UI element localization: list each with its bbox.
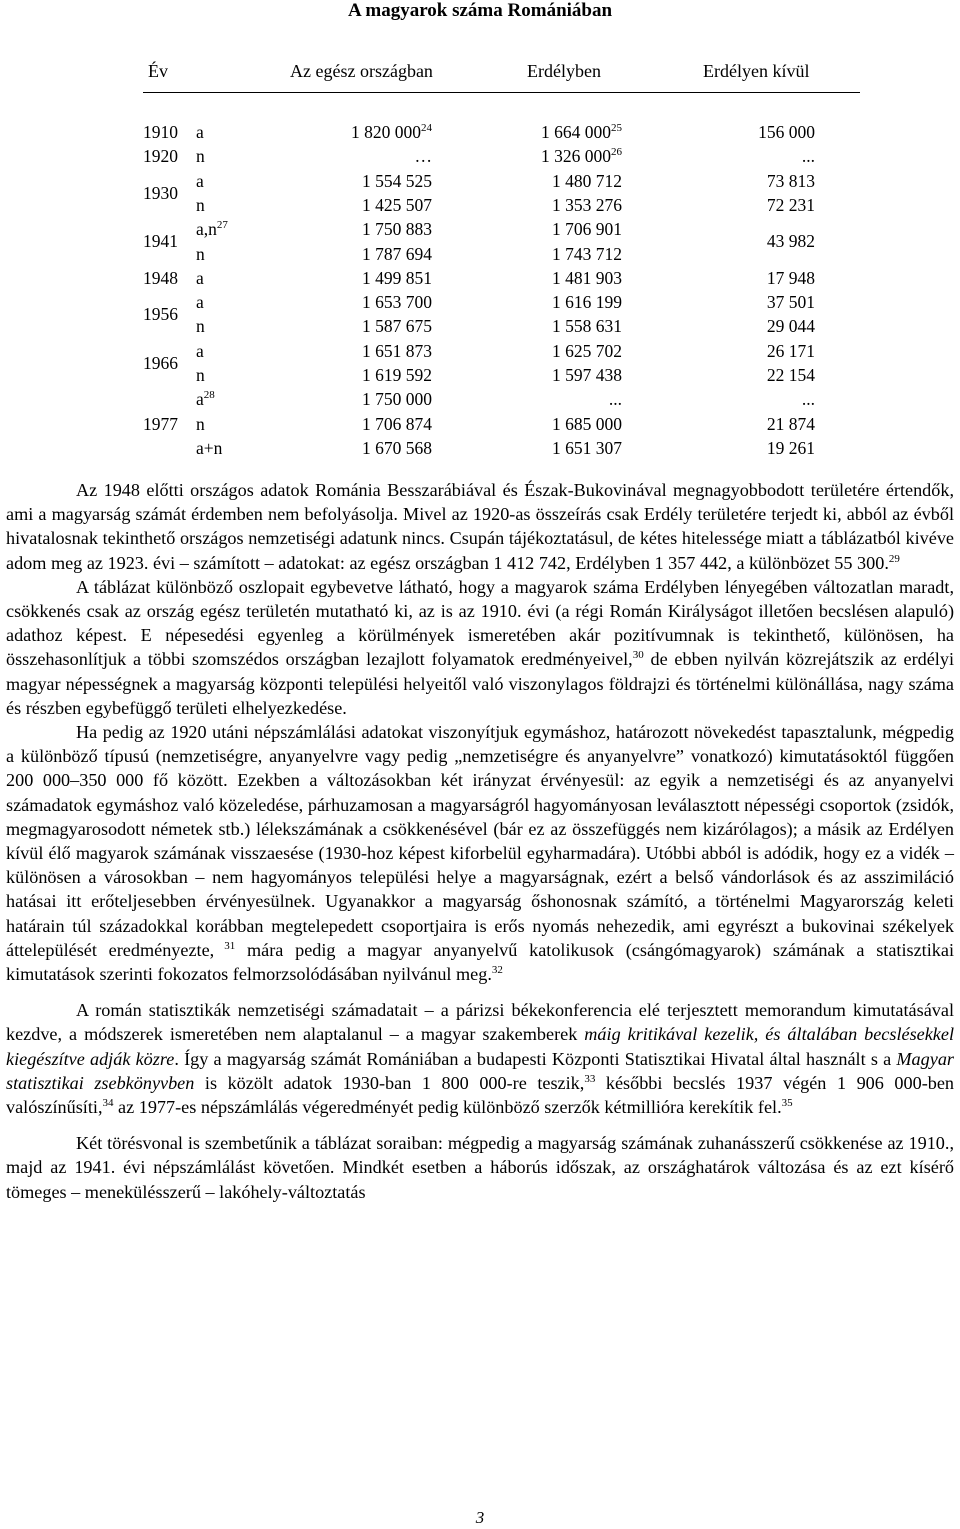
row-outside-value bbox=[767, 438, 815, 458]
row-country-value-text: 1 653 700 bbox=[362, 292, 432, 313]
row-outside-value-text: 72 231 bbox=[766, 194, 815, 215]
row-transylvania-value-footnote-ref: 25 bbox=[611, 122, 622, 135]
row-type-text: a bbox=[196, 170, 204, 191]
row-year bbox=[143, 146, 178, 166]
row-outside-value bbox=[767, 195, 815, 215]
italic-text: máig kritikával kezelik, és általában becslésekkel kiegészítve adják közre bbox=[6, 1024, 954, 1069]
row-type-text: a bbox=[196, 267, 204, 288]
row-country-value bbox=[362, 244, 432, 264]
row-type bbox=[196, 365, 205, 385]
row-transylvania-value bbox=[552, 268, 622, 288]
row-transylvania-value bbox=[552, 316, 622, 336]
row-country-value-text: 1 619 592 bbox=[362, 365, 432, 385]
row-transylvania-value-text: ... bbox=[608, 389, 622, 410]
text-run: A táblázat különböző oszlopait egybevetve látható, hogy a magyarok száma Erdélyben lényegében változatlan maradt, csökkenés csak az ország egész területén mutatható ki, az is az 1910. évi (a régi Román Királyságot illetően becslésen alapuló) adathoz képest. E népesedési egyenleg a körülmények ismeretében akár pozitívumnak is tekinthető, különösen, ha összehasonlítjuk a többi szomszédos országban lezajlott folyamatok eredményeivel, bbox=[6, 576, 954, 670]
row-country-value-text: 1 554 525 bbox=[362, 170, 432, 191]
row-transylvania-value bbox=[552, 219, 622, 239]
row-country-value bbox=[362, 316, 432, 336]
page-title: A magyarok száma Romániában bbox=[347, 0, 613, 21]
row-country-value-text: 1 651 873 bbox=[362, 340, 432, 361]
row-country-value-text: 1 750 000 bbox=[362, 389, 432, 410]
row-transylvania-value-text: 1 353 276 bbox=[552, 194, 622, 215]
row-outside-value-text: 26 171 bbox=[766, 340, 815, 361]
row-outside-value-text: 73 813 bbox=[766, 170, 815, 191]
row-transylvania-value-text: 1 685 000 bbox=[552, 413, 622, 434]
row-country-value-text: 1 750 883 bbox=[362, 219, 432, 240]
paragraph bbox=[6, 478, 954, 575]
row-type bbox=[196, 146, 205, 166]
row-outside-value bbox=[758, 122, 815, 142]
row-year-text: 1948 bbox=[143, 267, 178, 288]
paragraph bbox=[6, 720, 954, 986]
row-year-text: 1956 bbox=[143, 304, 178, 325]
text-run: mára pedig a magyar anyanyelvű katolikusok (csángómagyarok) számának a statisztikai kimutatások szerinti fokozatos felmorzsolódásában nyilvánul meg. bbox=[6, 939, 954, 985]
row-year bbox=[143, 183, 178, 203]
row-country-value bbox=[362, 268, 432, 288]
row-year bbox=[143, 122, 178, 142]
header-rule bbox=[143, 92, 860, 93]
row-outside-value-text: ... bbox=[801, 146, 815, 167]
row-transylvania-value bbox=[552, 171, 622, 191]
row-transylvania-value-text: 1 664 000 bbox=[541, 122, 611, 142]
row-outside-value-text: 21 874 bbox=[766, 413, 815, 434]
row-transylvania-value-text: 1 481 903 bbox=[552, 267, 622, 288]
footnote-ref: 31 bbox=[214, 939, 236, 952]
row-type-text: a bbox=[196, 340, 204, 361]
row-type-text: n bbox=[196, 146, 205, 167]
row-year bbox=[143, 304, 178, 324]
row-type bbox=[196, 341, 204, 361]
text-run: . Így a magyarság számát Romániában a budapesti Központi Statisztikai Hivatal által használt s a bbox=[174, 1048, 897, 1069]
row-type bbox=[196, 195, 205, 215]
paragraph bbox=[6, 575, 954, 720]
row-outside-value-text: 156 000 bbox=[758, 122, 815, 142]
row-type bbox=[196, 244, 205, 264]
text-run: Két törésvonal is szembetűnik a táblázat soraiban: mégpedig a magyarság számának zuhanásszerű csökkenése az 1910., majd az 1941. évi népszámlálást követően. Mindkét esetben a háborús időszak, az országhatárok változása és az ezt kísérő tömeges – menekülésszerű – lakóhely-változtatás bbox=[6, 1133, 954, 1202]
row-country-value bbox=[362, 438, 432, 458]
row-country-value-text: … bbox=[414, 146, 432, 167]
row-country-value-text: 1 425 507 bbox=[362, 194, 432, 215]
paragraph bbox=[6, 998, 954, 1119]
row-country-value bbox=[362, 414, 432, 434]
footnote-ref: 34 bbox=[102, 1097, 114, 1110]
row-outside-value bbox=[767, 414, 815, 434]
footnote-ref: 35 bbox=[781, 1097, 793, 1110]
row-country-value-text: 1 787 694 bbox=[362, 243, 432, 264]
row-type bbox=[196, 122, 204, 142]
row-outside-value-text: 29 044 bbox=[766, 316, 815, 337]
row-country-value bbox=[362, 389, 432, 409]
row-type bbox=[196, 316, 205, 336]
header-country: Az egész országban bbox=[290, 61, 433, 81]
row-country-value bbox=[362, 195, 432, 215]
row-year bbox=[143, 353, 178, 373]
row-country-value-text: 1 499 851 bbox=[362, 267, 432, 288]
row-outside-value-text: 19 261 bbox=[766, 437, 815, 458]
footnote-ref: 29 bbox=[888, 552, 900, 565]
row-transylvania-value-text: 1 558 631 bbox=[552, 316, 622, 337]
row-year-text: 1920 bbox=[143, 146, 178, 167]
row-transylvania-value bbox=[552, 438, 622, 458]
row-outside-value bbox=[802, 146, 815, 166]
row-type-text: n bbox=[196, 194, 205, 215]
paragraph bbox=[6, 1131, 954, 1204]
header-transylvania: Erdélyben bbox=[527, 61, 601, 81]
row-transylvania-value-text: 1 480 712 bbox=[552, 170, 622, 191]
row-type bbox=[196, 292, 204, 312]
row-type bbox=[196, 171, 204, 191]
text-run: későbbi becslés 1937 végén 1 906 000-ben valószínűsíti, bbox=[6, 1072, 955, 1118]
row-transylvania-value bbox=[552, 365, 622, 385]
row-outside-value bbox=[767, 268, 815, 288]
row-transylvania-value-text: 1 616 199 bbox=[552, 292, 622, 313]
row-country-value bbox=[362, 341, 432, 361]
row-outside-value bbox=[767, 341, 815, 361]
row-transylvania-value bbox=[552, 244, 622, 264]
row-transylvania-value-text: 1 597 438 bbox=[552, 365, 622, 385]
text-run: is közölt adatok 1930-ban 1 800 000-re teszik, bbox=[194, 1072, 585, 1093]
row-year-text: 1966 bbox=[143, 352, 178, 373]
row-year-text: 1930 bbox=[143, 182, 178, 203]
row-country-value bbox=[362, 365, 432, 385]
row-transylvania-value-text: 1 651 307 bbox=[552, 437, 622, 458]
row-country-value bbox=[362, 219, 432, 239]
row-type bbox=[196, 438, 222, 458]
text-run: az 1977-es népszámlálás végeredményét pedig különböző szerzők kétmillióra kerekítik fel. bbox=[113, 1097, 782, 1118]
page-number: 3 bbox=[475, 1508, 485, 1527]
row-outside-value bbox=[767, 171, 815, 191]
row-type-footnote-ref: 27 bbox=[216, 219, 228, 232]
row-country-value bbox=[351, 122, 432, 142]
row-year-text: 1910 bbox=[143, 122, 178, 142]
row-transylvania-value bbox=[609, 389, 622, 409]
header-year: Év bbox=[148, 61, 168, 81]
row-country-value-footnote-ref: 24 bbox=[421, 122, 432, 135]
row-type-text: n bbox=[196, 243, 205, 264]
row-year bbox=[143, 231, 178, 251]
row-transylvania-value bbox=[552, 341, 622, 361]
header-outside-transylvania: Erdélyen kívül bbox=[703, 61, 810, 81]
row-outside-value-text: 37 501 bbox=[766, 292, 815, 313]
row-type-text: a bbox=[196, 292, 204, 313]
row-type bbox=[196, 268, 204, 288]
row-outside-value bbox=[767, 231, 815, 251]
row-type-text: a bbox=[196, 389, 204, 410]
row-transylvania-value bbox=[552, 195, 622, 215]
row-transylvania-value bbox=[552, 414, 622, 434]
row-year bbox=[143, 268, 178, 288]
row-country-value bbox=[362, 171, 432, 191]
row-outside-value bbox=[802, 389, 815, 409]
row-outside-value-text: 22 154 bbox=[766, 365, 815, 385]
footnote-ref: 32 bbox=[491, 964, 503, 976]
row-transylvania-value bbox=[541, 122, 622, 142]
row-outside-value bbox=[767, 316, 815, 336]
row-type bbox=[196, 414, 205, 434]
row-transylvania-value bbox=[552, 292, 622, 312]
row-transylvania-value-footnote-ref: 26 bbox=[611, 146, 622, 159]
row-country-value-text: 1 706 874 bbox=[362, 413, 432, 434]
row-outside-value-text: ... bbox=[801, 389, 815, 410]
row-type bbox=[196, 389, 215, 409]
footnote-ref: 33 bbox=[584, 1072, 596, 1085]
row-country-value-text: 1 820 000 bbox=[351, 122, 421, 142]
row-type-text: n bbox=[196, 413, 205, 434]
footnote-ref: 30 bbox=[632, 649, 644, 662]
text-run: de ebben nyilván közrejátszik az erdélyi magyar népességnek a magyarság központi települési helyeitől való viszonylagos földrajzi és történelmi különállása, nagy száma és részben egybefüggő területi elhelyezkedése. bbox=[6, 649, 954, 718]
row-outside-value bbox=[767, 365, 815, 385]
row-transylvania-value-text: 1 706 901 bbox=[552, 219, 622, 240]
row-type-text: n bbox=[196, 316, 205, 337]
text-run: A román statisztikák nemzetiségi számadatait – a párizsi békekonferencia elé terjesztett memorandum kimutatásával kezdve, a módszerek ismeretében nem alaptalanul – a magyar szakemberek bbox=[6, 1000, 954, 1045]
text-run: Az 1948 előtti országos adatok Románia Besszarábiával és Észak-Bukovinával megnagyobbodott területére értendők, ami a magyarság számát érdemben nem befolyásolja. Mivel az 1920-as összeírás csak Erdély területére terjedt ki, abból az évből hivatalosnak tekinthető országos nemzetiségi adatunk nincs. Csupán tájékoztatásul, de kétes hitelessége miatt a táblázatból kivéve adom meg az 1923. évi – számított – adatokat: az egész országban 1 412 742, Erdélyben 1 357 442, a különbözet 55 300. bbox=[6, 480, 954, 573]
text-run: Ha pedig az 1920 utáni népszámlálási adatokat viszonyítjuk egymáshoz, határozott növekedést tapasztalunk, mégpedig a különböző típusú (nemzetiségre, anyanyelvre vagy pedig „nemzetiségre és anyanyelvre” vonatkozó) kimutatásoktól függően 200 000–350 000 fő között. Ezekben a változásokban két irányzat érvényesül: az egyik a nemzetiségi és az anyanyelvi számadatok egymáshoz való közeledése, párhuzamosan a magyarságról hagyományosan leválasztott népességi csoportok (zsidók, megmagyarosodott németek stb.) lélekszámának a csökkenésével (bár ez az összefüggés nem kizárólagos); a másik az Erdélyen kívül élő magyarok számának visszaesése (1930-hoz képest kiforbelül egyharmadára). Utóbbi abból is adódik, hogy ez a vidék – különösen a városokban – nem hagyományos települési helye a magyarságnak, ezért a belső vándorlások és az asszimiláció hatásai itt erőteljesebben érvényesülnek. Ugyanakkor a magyarság őshonosnak számító, a történelmi Magyarország keleti határain túl századokkal korábban megtelepedett csoportjaira is erős nyomás nehezedik, ami egyrészt a bukovinai székelyek áttelepülését eredményezte, bbox=[6, 722, 954, 960]
row-type-text: a,n bbox=[196, 219, 217, 240]
row-type bbox=[196, 219, 228, 239]
body-text bbox=[6, 478, 954, 1204]
row-year-text: 1977 bbox=[143, 413, 178, 434]
row-type-text: n bbox=[196, 365, 205, 385]
row-country-value bbox=[362, 292, 432, 312]
row-country-value-text: 1 587 675 bbox=[362, 316, 432, 337]
row-outside-value-text: 17 948 bbox=[766, 267, 815, 288]
row-transylvania-value bbox=[541, 146, 622, 166]
row-transylvania-value-text: 1 743 712 bbox=[552, 243, 622, 264]
row-year bbox=[143, 414, 178, 434]
row-type-text: a bbox=[196, 122, 204, 142]
row-type-text: a+n bbox=[196, 437, 223, 458]
row-outside-value bbox=[767, 292, 815, 312]
italic-text: Magyar statisztikai zsebkönyvben bbox=[6, 1048, 954, 1093]
row-year-text: 1941 bbox=[143, 231, 178, 252]
row-transylvania-value-text: 1 326 000 bbox=[541, 146, 611, 167]
row-outside-value-text: 43 982 bbox=[766, 231, 815, 252]
row-transylvania-value-text: 1 625 702 bbox=[552, 340, 622, 361]
row-type-footnote-ref: 28 bbox=[203, 389, 215, 402]
row-country-value bbox=[415, 146, 433, 166]
row-country-value-text: 1 670 568 bbox=[362, 437, 432, 458]
